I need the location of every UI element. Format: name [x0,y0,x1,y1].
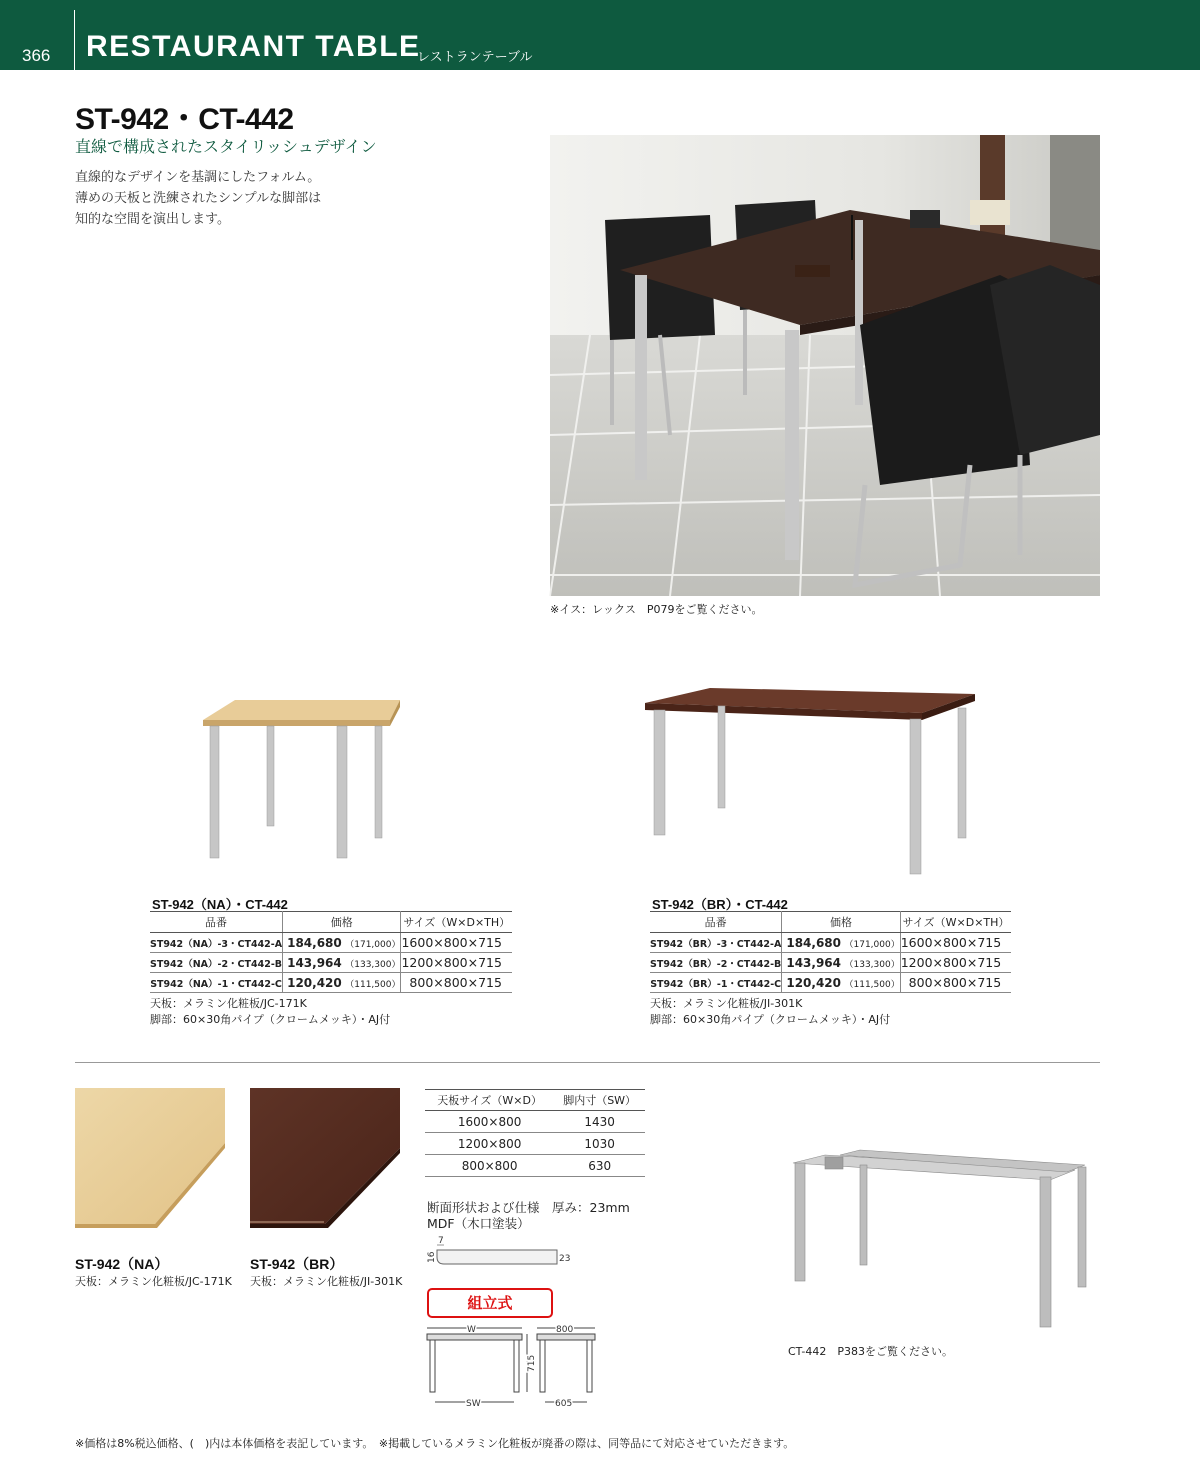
price-cell [283,973,401,993]
description-line: 薄めの天板と洗練されたシンプルな脚部は [75,191,322,206]
product-description [75,167,321,230]
base-price: （133,300） [345,959,401,970]
product-code: ST942（NA）-2・CT442-B [150,953,283,973]
table-row [150,953,512,973]
swatch-br-note: 天板：メラミン化粧板/JI-301K [250,1275,403,1288]
dim-w: W [467,1325,476,1335]
table-row [150,933,512,953]
swatch-na-note: 天板：メラミン化粧板/JC-171K [75,1275,232,1288]
top-size: 1200×800 [425,1133,554,1155]
price: 184,680 [287,935,342,950]
inner-dimension-table [425,1089,645,1177]
col-header-code: 品番 [150,912,283,933]
dim-sw: SW [466,1399,481,1409]
size: 1200×800×715 [900,953,1011,973]
frame-image [785,1145,1105,1330]
table-row [150,973,512,993]
size: 800×800×715 [900,973,1011,993]
product-code: ST942（NA）-3・CT442-A [150,933,283,953]
swatch-br-label: ST-942（BR） [250,1256,344,1272]
section-spec-line: MDF（木口塗装） [427,1216,530,1231]
product-code: ST942（BR）-2・CT442-B [650,953,782,973]
table-row [650,973,1011,993]
size: 1200×800×715 [401,953,512,973]
swatch-na-label: ST-942（NA） [75,1256,169,1272]
product-code: ST942（BR）-1・CT442-C [650,973,782,993]
base-price: （171,000） [844,939,900,950]
table-br-image [640,688,980,878]
base-price: （111,500） [844,979,900,990]
dim-depth: 800 [556,1325,574,1335]
footer-note: ※価格は8%税込価格、( )内は本体価格を表記しています。 ※掲載しているメラミン化粧板が廃番の際は、同等品にて対応させていただきます。 [75,1437,795,1450]
col-header-size: サイズ（W×D×TH） [401,912,512,933]
price: 120,420 [786,975,841,990]
table-header-row [425,1090,645,1111]
base-price: （171,000） [345,939,401,950]
br-spec-title: ST-942（BR）・CT-442 [652,897,788,912]
price-cell [782,933,900,953]
table-header-row [650,912,1011,933]
col-header-inner-size: 脚内寸（SW） [554,1090,645,1111]
col-header-size: サイズ（W×D×TH） [900,912,1011,933]
table-row [425,1133,645,1155]
inner-size: 630 [554,1155,645,1177]
table-row [650,933,1011,953]
edge-right-dim: 23 [559,1254,571,1264]
edge-top-dim: 7 [438,1236,444,1246]
swatch-na [75,1088,225,1224]
inner-size: 1430 [554,1111,645,1133]
price-cell [283,933,401,953]
top-size: 800×800 [425,1155,554,1177]
section-spec-line: 断面形状および仕様 厚み：23mm [427,1200,630,1215]
dim-height: 715 [527,1354,537,1372]
assembly-badge: 組立式 [427,1288,553,1318]
size: 800×800×715 [401,973,512,993]
spec-note: 脚部：60×30角パイプ（クロームメッキ）・AJ付 [650,1013,891,1026]
dimension-diagram [422,1322,602,1407]
header-divider [74,10,75,70]
col-header-top-size: 天板サイズ（W×D） [425,1090,554,1111]
base-price: （133,300） [844,959,900,970]
section-spec [427,1200,630,1232]
product-code: ST942（BR）-3・CT442-A [650,933,782,953]
size: 1600×800×715 [900,933,1011,953]
br-spec-notes [650,996,890,1028]
size: 1600×800×715 [401,933,512,953]
frame-caption: CT-442 P383をご覧ください。 [788,1345,953,1358]
price-cell [283,953,401,973]
price: 120,420 [287,975,342,990]
inner-size: 1030 [554,1133,645,1155]
top-size: 1600×800 [425,1111,554,1133]
spec-note: 天板：メラミン化粧板/JI-301K [650,997,803,1010]
section-divider [75,1062,1100,1063]
edge-left-dim: 16 [427,1251,437,1263]
edge-profile-diagram [422,1234,571,1274]
page-title: RESTAURANT TABLE [86,30,421,63]
table-na-image [195,700,415,865]
col-header-price: 価格 [782,912,900,933]
description-line: 直線的なデザインを基調にしたフォルム。 [75,170,321,185]
price-cell [782,953,900,973]
price-cell [782,973,900,993]
product-code: ST942（NA）-1・CT442-C [150,973,283,993]
room-photo [550,135,1100,596]
spec-note: 天板：メラミン化粧板/JC-171K [150,997,307,1010]
description-line: 知的な空間を演出します。 [75,212,230,227]
price: 143,964 [287,955,342,970]
table-row [425,1111,645,1133]
price: 143,964 [786,955,841,970]
product-model: ST-942・CT-442 [75,103,294,136]
swatch-br [250,1088,400,1224]
spec-note: 脚部：60×30角パイプ（クロームメッキ）・AJ付 [150,1013,391,1026]
table-header-row [150,912,512,933]
base-price: （111,500） [345,979,401,990]
product-catchphrase: 直線で構成されたスタイリッシュデザイン [75,137,377,156]
page-number: 366 [22,46,51,65]
page-subtitle: レストランテーブル [417,50,533,65]
br-price-table [650,911,1011,993]
na-spec-notes [150,996,390,1028]
na-spec-title: ST-942（NA）・CT-442 [152,897,288,912]
col-header-price: 価格 [283,912,401,933]
photo-caption: ※イス：レックス P079をご覧ください。 [550,603,763,616]
price: 184,680 [786,935,841,950]
na-price-table [150,911,512,993]
table-row [425,1155,645,1177]
col-header-code: 品番 [650,912,782,933]
dim-depth-inner: 605 [555,1399,573,1409]
table-row [650,953,1011,973]
